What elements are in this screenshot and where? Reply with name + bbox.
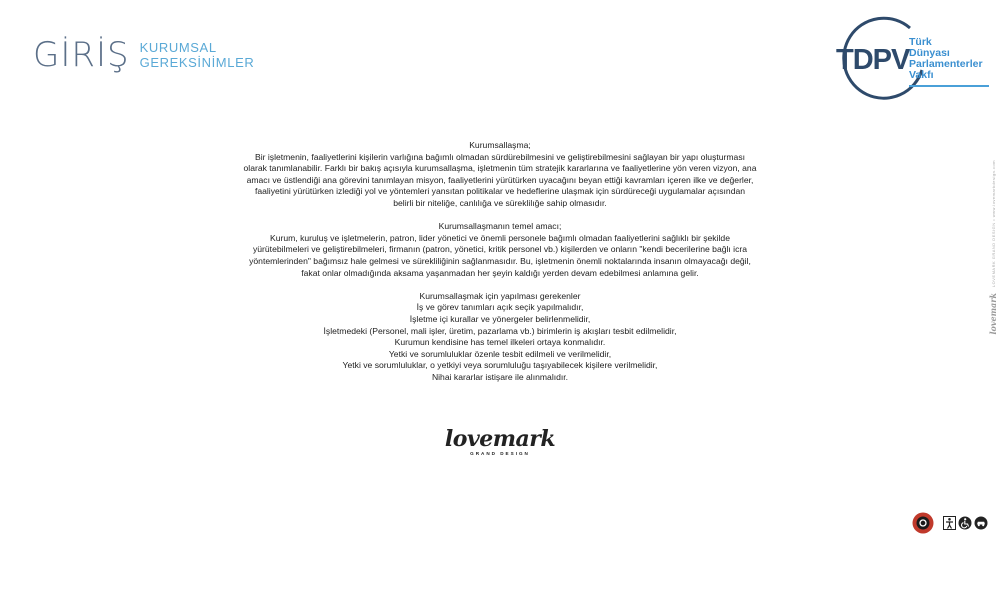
subtitle-line-1: KURUMSAL	[139, 40, 217, 55]
text-line: Yetki ve sorumluluklar, o yetkiyi veya sorumluluğu taşıyabilecek kişilere verilmelidir,	[342, 360, 658, 371]
car-icon	[974, 516, 988, 530]
text-line: olarak tanımlanabilir. Farklı bir bakış açısıyla kurumsallaşma, işletmenin tüm stratejik kararlarına ve faaliyetlerine yön veren vizyon, ana	[243, 163, 757, 174]
bottom-icons	[912, 512, 988, 534]
lovemark-wordmark: lovemark	[444, 426, 556, 452]
wheelchair-icon	[958, 516, 972, 530]
text-line: İşletmedeki (Personel, mali işler, üretim, pazarlama vb.) birimlerin iş akışları tesbit edilmelidir,	[323, 325, 677, 336]
paragraph	[200, 291, 800, 384]
side-credit-text: LOVEMARK GRAND DESIGN • www.lovemarkdesign.com	[990, 160, 996, 288]
text-line: İşletme içi kurallar ve yönergeler belirlenmelidir,	[409, 313, 591, 324]
page-subtitle	[140, 40, 255, 70]
tdpv-name-line: Parlamenterler	[909, 58, 983, 70]
body-text	[200, 140, 800, 395]
tdpv-name	[909, 37, 983, 81]
tdpv-logo	[832, 14, 992, 104]
lovemark-logo	[0, 428, 1000, 456]
tdpv-name-line: Türk	[909, 36, 932, 48]
accessibility-icon	[943, 516, 956, 530]
text-line: yürütebilmeleri ve geliştirebilmeleri, firmanın (patron, yönetici, kritik personel vb.) kişilerden ve onların "kendi becerilerine bağlı icra	[252, 244, 748, 255]
text-line: faaliyetini yürütürken izlediği yol ve yöntemleri yansıtan politikalar ve hedeflerine ulaşmak için sürdüreceği uygulamalar açısından	[254, 186, 746, 197]
text-line: Kurum, kuruluş ve işletmelerin, patron, lider yönetici ve önemli personele bağımlı olmadan faaliyetlerini sağlıklı bir şekilde	[270, 232, 730, 243]
subtitle-line-2: GEREKSİNİMLER	[139, 55, 255, 70]
tdpv-underline	[909, 85, 989, 87]
text-line: fakat onlar olmadığında aksama yaşanmadan her şeyin kaldığı yerden devam edebilmesi anlamına gelir.	[301, 267, 699, 278]
text-line: yöntemlerinden" bağımsız hale gelmesi ve sürekliliğinin sağlanmasıdır. Bu, işletmenin önemli noktalarında insanın olmayacağı değil,	[249, 255, 751, 266]
paragraph	[200, 221, 800, 279]
page-header	[33, 35, 255, 75]
text-line: İş ve görev tanımları açık seçik yapılmalıdır,	[416, 302, 584, 313]
page-title: GİRİŞ	[33, 35, 130, 75]
tdpv-name-line: Vakfı	[909, 69, 934, 81]
text-line: Yetki ve sorumluluklar özenle tesbit edilmeli ve verilmelidir,	[388, 348, 612, 359]
text-line: amacı ve üstlendiği ana görevini tanımlayan misyon, faaliyetlerini yürütürken uyacağını beyan ettiği kavramları içeren ilke ve değerler,	[246, 174, 754, 185]
text-line: belirli bir niteliğe, canlılığa ve süreklilığe sahip olmasıdır.	[393, 197, 607, 208]
side-credit	[988, 160, 998, 400]
paragraph	[200, 140, 800, 210]
text-line: Nihai kararlar istişare ile alınmalıdır.	[431, 371, 569, 382]
tdpv-name-line: Dünyası	[909, 47, 950, 59]
paragraph-heading: Kurumsallaşmanın temel amacı;	[438, 221, 562, 232]
lovemark-tagline: GRAND DESIGN	[470, 451, 530, 456]
paragraph-heading: Kurumsallaşma;	[469, 140, 531, 150]
record-icon[interactable]	[912, 512, 934, 534]
paragraph-heading: Kurumsallaşmak için yapılması gerekenler	[419, 290, 581, 301]
tdpv-letters: TDPV	[836, 44, 910, 76]
side-credit-logo: lovemark	[988, 293, 998, 335]
text-line: Kurumun kendisine has temel ilkeleri ortaya konmalıdır.	[394, 337, 606, 348]
text-line: Bir işletmenin, faaliyetlerini kişilerin varlığına bağımlı olmadan sürdürebilmesini ve geliştirebilmesini sağlayan bir yapı oluşturması	[254, 151, 746, 162]
